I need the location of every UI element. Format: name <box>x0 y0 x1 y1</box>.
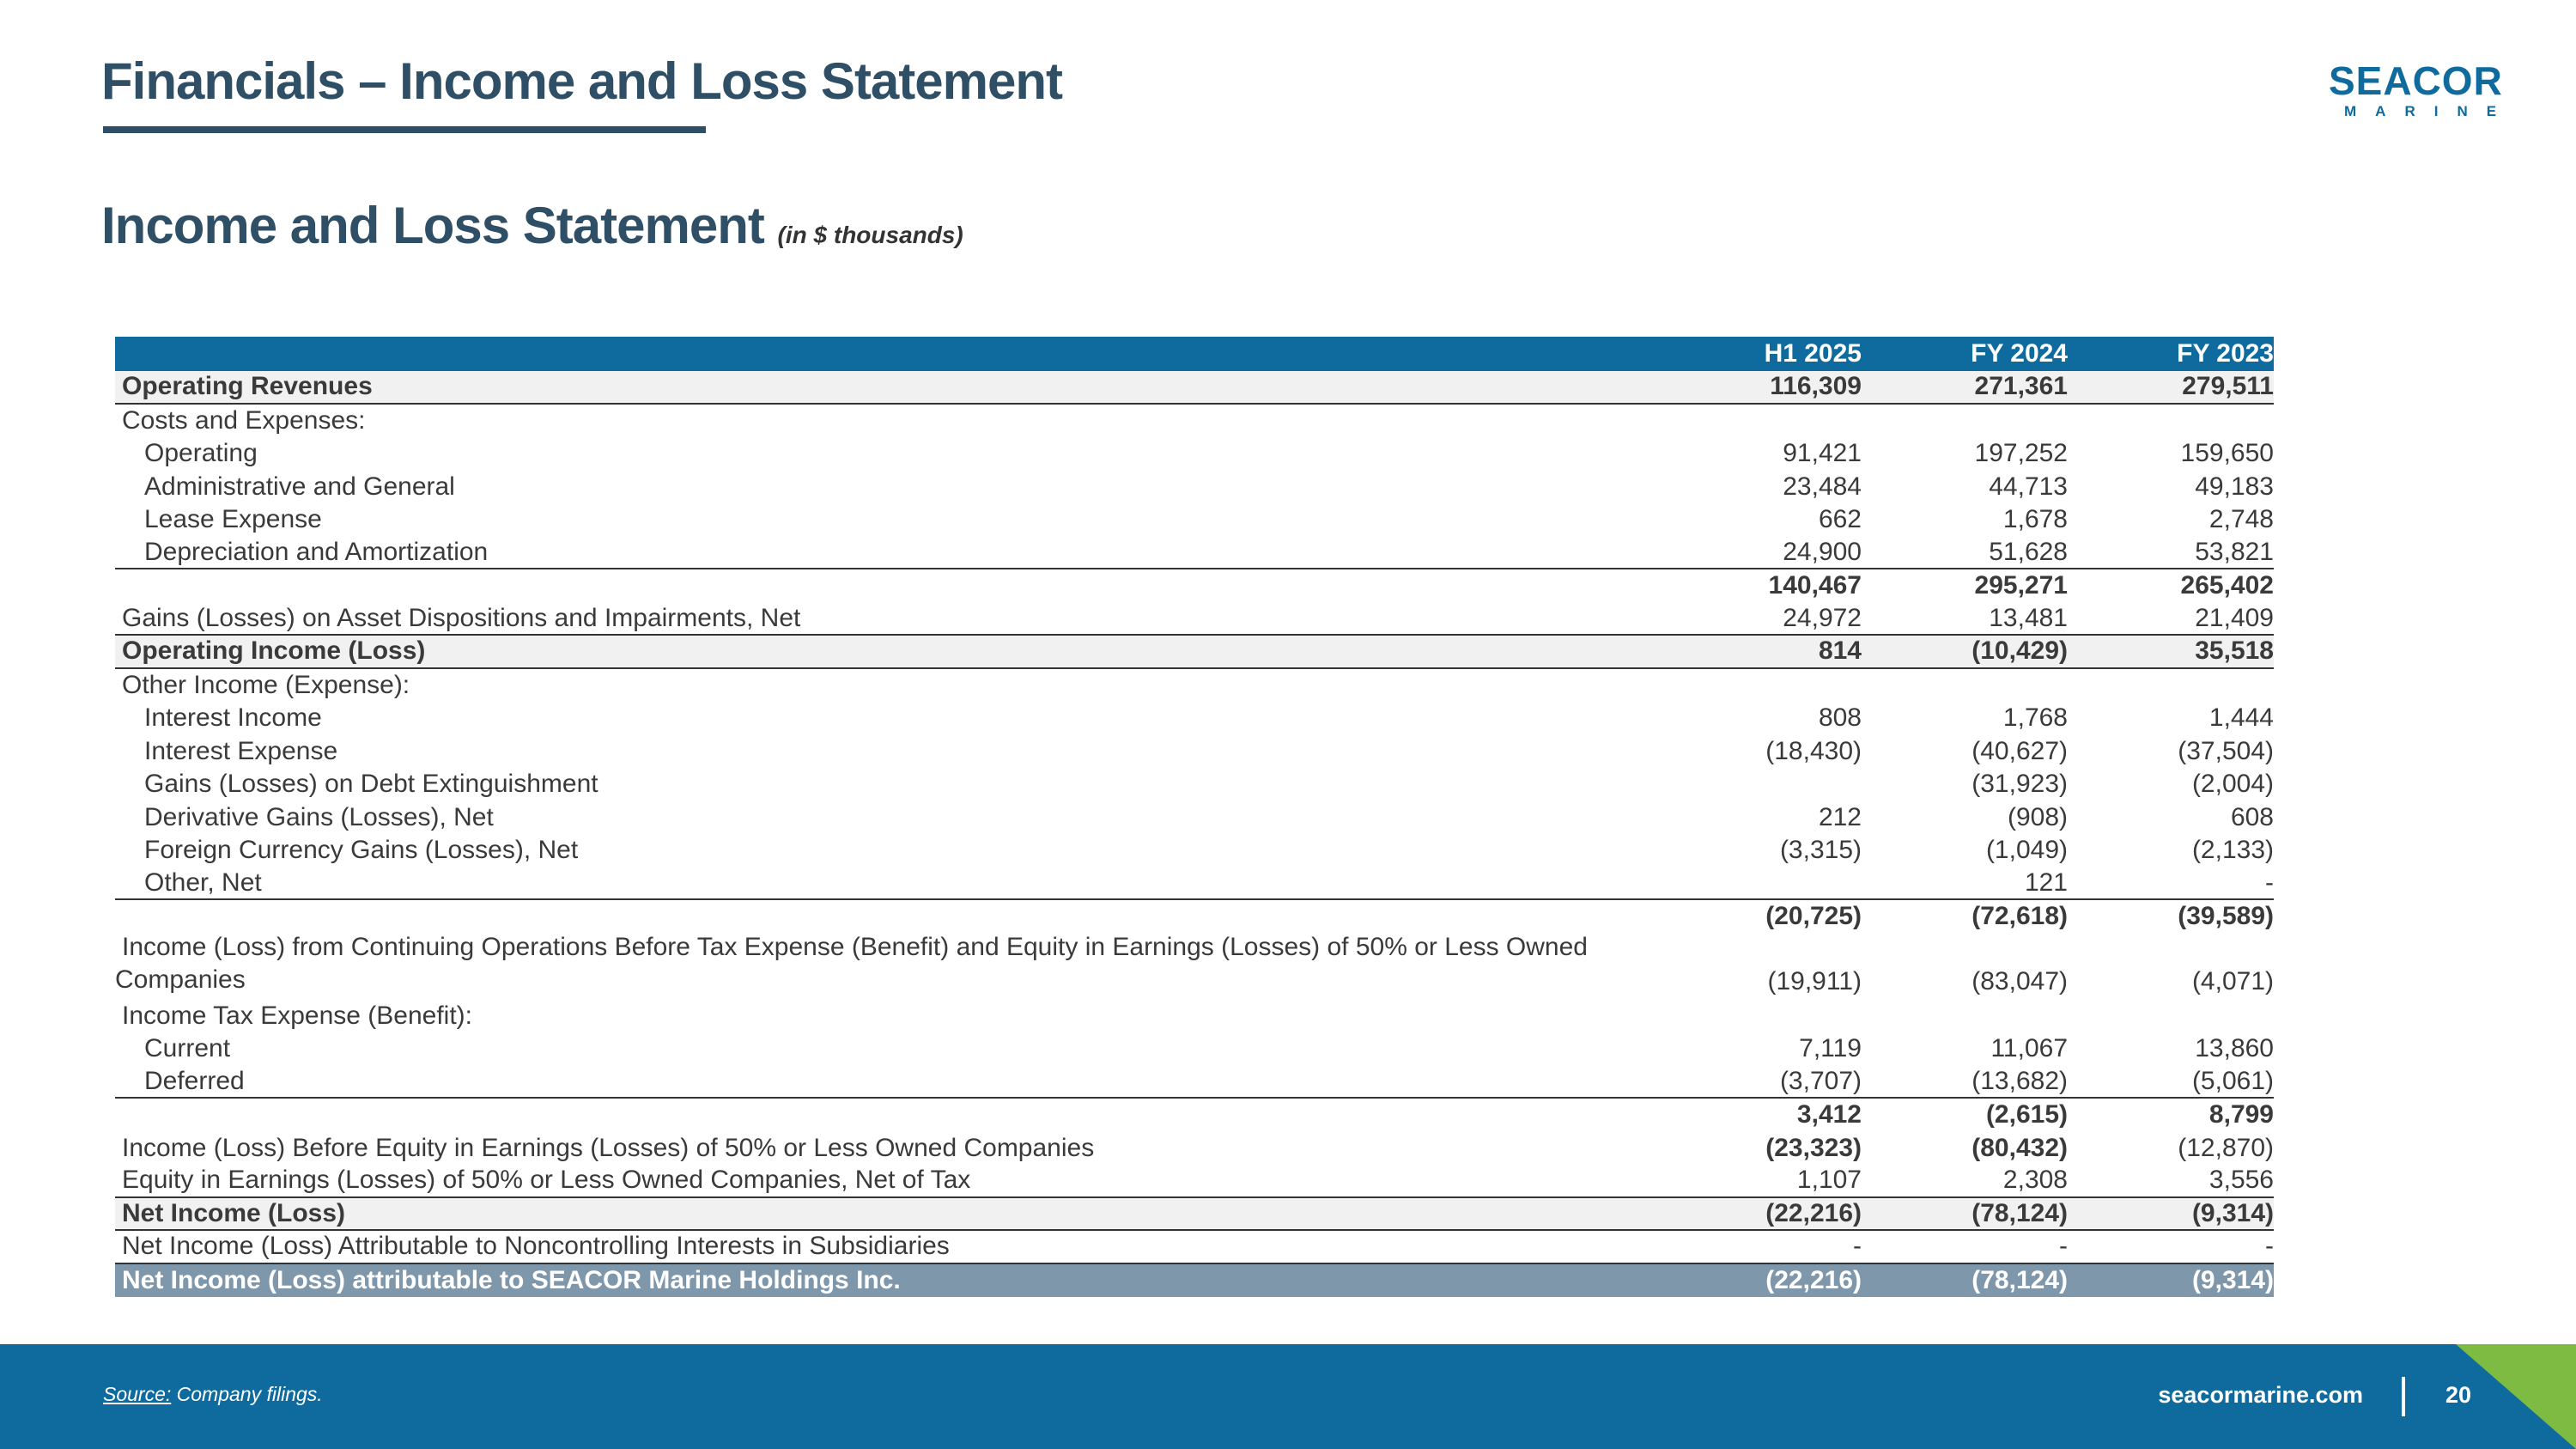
website-link[interactable]: seacormarine.com <box>2158 1382 2363 1408</box>
section-title-text: Income and Loss Statement <box>101 197 764 254</box>
row-value: - <box>1853 1232 1862 1261</box>
row-value: 271,361 <box>1974 372 2068 401</box>
column-header: H1 2025 <box>1764 339 1862 368</box>
row-value: 35,518 <box>2195 636 2274 666</box>
row-value: (2,133) <box>2191 836 2274 865</box>
row-value: (3,315) <box>1779 836 1862 865</box>
subtotal-row <box>115 569 2274 603</box>
row-value: (40,627) <box>1971 736 2068 765</box>
page-number: 20 <box>2445 1382 2472 1408</box>
row-value: (80,432) <box>1971 1133 2068 1162</box>
row-label: Net Income (Loss) Attributable to Noncontrolling Interests in Subsidiaries <box>122 1232 950 1261</box>
row-value: (31,923) <box>1971 770 2068 799</box>
row-value: (10,429) <box>1971 636 2068 666</box>
row-label: Interest Expense <box>144 736 338 765</box>
row-value: 24,972 <box>1783 603 1862 632</box>
row-value: (72,618) <box>1971 902 2068 931</box>
row-value: 3,556 <box>2208 1166 2274 1195</box>
subtotal-row <box>115 1099 2274 1132</box>
table-row <box>115 371 2274 405</box>
row-value: 814 <box>1818 636 1862 666</box>
row-value: 265,402 <box>2180 571 2274 600</box>
table-header-row <box>115 337 2274 371</box>
row-label: Gains (Losses) on Asset Dispositions and Impairments, Net <box>122 603 801 632</box>
row-value: (18,430) <box>1765 736 1862 765</box>
footer-bar <box>0 1344 2576 1449</box>
row-value: 24,900 <box>1783 537 1862 566</box>
row-value: (5,061) <box>2191 1066 2274 1095</box>
row-value: 91,421 <box>1783 439 1862 468</box>
row-value: 662 <box>1818 505 1862 534</box>
table-row <box>115 868 2274 901</box>
row-value: 8,799 <box>2208 1100 2274 1129</box>
source-text: Company filings. <box>171 1383 323 1405</box>
row-value: 44,713 <box>1989 472 2068 501</box>
row-value: 1,768 <box>2002 703 2068 733</box>
units-note: (in $ thousands) <box>777 222 963 248</box>
logo-subtext: MARINE <box>2344 103 2516 119</box>
table-row <box>115 1165 2274 1198</box>
income-statement-table <box>115 337 2274 1297</box>
table-row <box>115 834 2274 868</box>
row-label: Operating Income (Loss) <box>122 636 426 666</box>
table-row <box>115 1231 2274 1264</box>
table-row <box>115 471 2274 504</box>
row-value: 2,308 <box>2002 1166 2068 1195</box>
table-row <box>115 934 2274 1000</box>
row-value: - <box>2265 1232 2274 1261</box>
row-value: (23,323) <box>1765 1133 1862 1162</box>
row-value: (83,047) <box>1971 966 2068 995</box>
table-row <box>115 1066 2274 1099</box>
row-value: (37,504) <box>2178 736 2274 765</box>
row-value: 212 <box>1818 802 1862 831</box>
row-value: (1,049) <box>1985 836 2068 865</box>
source-note <box>103 1383 323 1406</box>
row-label: Lease Expense <box>144 505 322 534</box>
row-value: 3,412 <box>1796 1100 1862 1129</box>
row-value: (2,004) <box>2191 770 2274 799</box>
row-label: Current <box>144 1034 231 1063</box>
title-underline <box>103 126 706 133</box>
row-value: (19,911) <box>1767 966 1862 995</box>
row-value: (12,870) <box>2178 1133 2274 1162</box>
row-value: 13,860 <box>2195 1034 2274 1063</box>
row-value: 121 <box>2024 868 2068 897</box>
row-label: Deferred <box>144 1066 245 1095</box>
row-value: (3,707) <box>1779 1066 1862 1095</box>
row-value: 53,821 <box>2195 537 2274 566</box>
row-value: (78,124) <box>1971 1198 2068 1227</box>
row-label: Other Income (Expense): <box>122 670 410 699</box>
row-label: Foreign Currency Gains (Losses), Net <box>144 836 579 865</box>
table-row <box>115 503 2274 537</box>
table-row <box>115 1000 2274 1033</box>
subtotal-row <box>115 900 2274 934</box>
table-row <box>115 768 2274 801</box>
row-label: Depreciation and Amortization <box>144 537 489 566</box>
row-label: Other, Net <box>144 868 262 897</box>
table-row <box>115 1198 2274 1232</box>
row-label: Equity in Earnings (Losses) of 50% or Less Owned Companies, Net of Tax <box>122 1166 971 1195</box>
row-label: Interest Income <box>144 703 322 733</box>
table-row <box>115 1132 2274 1166</box>
row-value: (2,615) <box>1985 1100 2068 1129</box>
row-value: 159,650 <box>2180 439 2274 468</box>
table-row <box>115 735 2274 769</box>
row-value: 21,409 <box>2195 603 2274 632</box>
row-value: 49,183 <box>2195 472 2274 501</box>
row-value: 140,467 <box>1768 571 1862 600</box>
row-label: Operating <box>144 439 258 468</box>
row-value: (39,589) <box>2178 902 2274 931</box>
row-value: 2,748 <box>2208 505 2274 534</box>
row-value: (908) <box>2007 802 2068 831</box>
column-header: FY 2023 <box>2177 339 2274 368</box>
row-value: 808 <box>1818 703 1862 733</box>
row-value: 51,628 <box>1989 537 2068 566</box>
row-value: 116,309 <box>1770 372 1862 401</box>
row-value: 23,484 <box>1783 472 1862 501</box>
row-value: 7,119 <box>1799 1034 1862 1063</box>
row-value: (20,725) <box>1765 902 1862 931</box>
row-value: 295,271 <box>1974 571 2068 600</box>
row-value: (22,216) <box>1765 1265 1862 1294</box>
row-value: (4,071) <box>2191 966 2274 995</box>
row-value: (22,216) <box>1765 1198 1862 1227</box>
row-label: Income (Loss) Before Equity in Earnings (Losses) of 50% or Less Owned Companies <box>122 1133 1095 1162</box>
table-row <box>115 603 2274 636</box>
table-row <box>115 437 2274 471</box>
row-value: 279,511 <box>2182 372 2274 401</box>
source-label: Source: <box>103 1383 172 1405</box>
row-label: Operating Revenues <box>122 372 373 401</box>
table-row <box>115 801 2274 835</box>
row-value: 1,107 <box>1796 1166 1862 1195</box>
table-row <box>115 537 2274 570</box>
corner-accent <box>2456 1344 2576 1449</box>
table-row <box>115 1032 2274 1066</box>
table-row <box>115 636 2274 669</box>
row-label: Costs and Expenses: <box>122 405 366 435</box>
row-value: 1,444 <box>2208 703 2274 733</box>
page-title: Financials – Income and Loss Statement <box>101 52 1062 110</box>
row-value: 1,678 <box>2002 505 2068 534</box>
column-header: FY 2024 <box>1971 339 2068 368</box>
row-value: (78,124) <box>1971 1265 2068 1294</box>
row-value: 608 <box>2230 802 2274 831</box>
row-value: (9,314) <box>2191 1198 2274 1227</box>
row-value: 197,252 <box>1974 439 2068 468</box>
row-label: Income (Loss) from Continuing Operations Before Tax Expense (Benefit) and Equity in Earnings (Losses) of 50% or Less Owned Companies <box>115 932 1588 994</box>
row-label: Gains (Losses) on Debt Extinguishment <box>144 770 598 799</box>
row-label: Income Tax Expense (Benefit): <box>122 1001 472 1030</box>
logo-wordmark: SEACOR <box>2329 58 2503 103</box>
row-label: Derivative Gains (Losses), Net <box>144 802 494 831</box>
row-value: - <box>2059 1232 2068 1261</box>
total-row <box>115 1264 2274 1298</box>
section-title <box>101 196 963 255</box>
company-logo <box>2329 58 2516 122</box>
row-label: Net Income (Loss) attributable to SEACOR Marine Holdings Inc. <box>122 1265 901 1294</box>
row-value: 11,067 <box>1990 1034 2068 1063</box>
row-value: 13,481 <box>1989 603 2068 632</box>
row-label: Net Income (Loss) <box>122 1198 346 1227</box>
row-label: Administrative and General <box>144 472 455 501</box>
row-value: - <box>2265 868 2274 897</box>
row-value: (13,682) <box>1971 1066 2068 1095</box>
row-value: (9,314) <box>2191 1265 2274 1294</box>
table-row <box>115 405 2274 438</box>
table-row <box>115 669 2274 703</box>
table-row <box>115 702 2274 735</box>
footer-divider <box>2402 1377 2405 1416</box>
